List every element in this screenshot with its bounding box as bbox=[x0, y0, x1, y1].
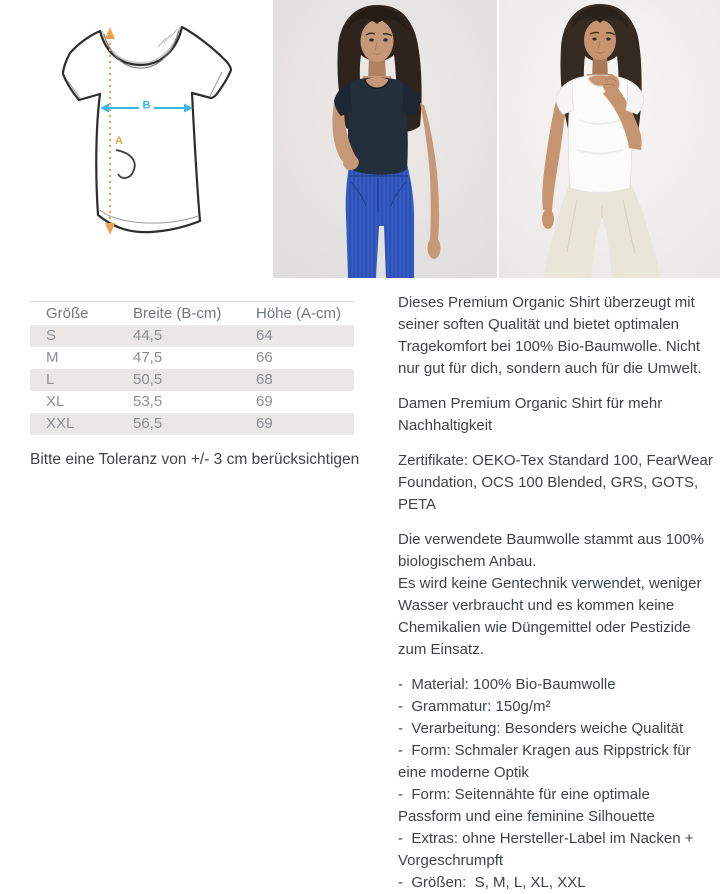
model2-face bbox=[584, 20, 616, 60]
cell-breite: 47,5 bbox=[133, 349, 163, 366]
label-A: A bbox=[115, 135, 123, 147]
model-photo-white-shirt bbox=[499, 0, 720, 278]
product-description bbox=[398, 292, 716, 894]
feature-item: - Form: Seitennähte für eine optimale Passform und eine feminine Silhouette bbox=[398, 786, 655, 825]
arrow-up-icon bbox=[105, 27, 115, 39]
description-line: Die verwendete Baumwolle stammt aus 100% biologischem Anbau. bbox=[398, 531, 704, 570]
feature-item: - Verarbeitung: Besonders weiche Qualität bbox=[398, 720, 684, 737]
description-paragraph-cotton bbox=[398, 529, 716, 661]
cell-breite: 50,5 bbox=[133, 371, 163, 388]
feature-item: - Form: Schmaler Kragen aus Rippstrick für eine moderne Optik bbox=[398, 742, 695, 781]
table-row bbox=[30, 391, 354, 413]
model1-face bbox=[361, 20, 394, 62]
table-row bbox=[30, 325, 354, 347]
cell-breite: 44,5 bbox=[133, 327, 163, 344]
column-header-size: Größe bbox=[30, 302, 117, 326]
description-paragraph: Dieses Premium Organic Shirt überzeugt mit seiner soften Qualität und bietet optimalen Tragekomfort bei 100% Bio-Baumwolle. Nicht nur gut für dich, sondern auch für die Umwelt. bbox=[398, 294, 702, 377]
size-table-header-row bbox=[30, 302, 354, 326]
model2-raised-fist bbox=[603, 75, 620, 93]
cell-breite: 53,5 bbox=[133, 393, 163, 410]
size-table bbox=[30, 301, 354, 435]
feature-item: - Material: 100% Bio-Baumwolle bbox=[398, 676, 616, 693]
cell-size: XL bbox=[46, 393, 65, 410]
model-photo-navy-shirt bbox=[273, 0, 497, 278]
table-row bbox=[30, 413, 354, 435]
feature-item: - Größen: S, M, L, XL, XXL bbox=[398, 874, 586, 891]
description-paragraph-certificates: Zertifikate: OEKO-Tex Standard 100, FearWear Foundation, OCS 100 Blended, GRS, GOTS, PETA bbox=[398, 452, 713, 513]
description-paragraph: Damen Premium Organic Shirt für mehr Nachhaltigkeit bbox=[398, 395, 663, 434]
arrow-down-icon bbox=[105, 223, 115, 235]
column-header-height: Höhe (A-cm) bbox=[240, 302, 354, 326]
table-row bbox=[30, 347, 354, 369]
feature-item: - Grammatur: 150g/m² bbox=[398, 698, 551, 715]
description-line: Es wird keine Gentechnik verwendet, weniger Wasser verbraucht und es kommen keine Chemikalien wie Düngemittel oder Pestizide zum Einsatz. bbox=[398, 575, 702, 658]
cell-size: S bbox=[46, 327, 57, 344]
feature-item: - Extras: ohne Hersteller-Label im Nacken + Vorgeschrumpft bbox=[398, 830, 698, 869]
cell-size: M bbox=[46, 349, 59, 366]
feature-list bbox=[398, 674, 716, 894]
tolerance-note: Bitte eine Toleranz von +/- 3 cm berücksichtigen bbox=[30, 451, 360, 468]
table-row bbox=[30, 369, 354, 391]
model2-left-hand bbox=[542, 209, 554, 229]
tshirt-outline bbox=[63, 27, 231, 232]
cell-size: L bbox=[46, 371, 55, 388]
model2-white-tee bbox=[568, 76, 631, 193]
cell-hoehe: 68 bbox=[256, 371, 273, 388]
cell-hoehe: 66 bbox=[256, 349, 273, 366]
cell-hoehe: 64 bbox=[256, 327, 273, 344]
model1-right-hand bbox=[428, 237, 441, 259]
tshirt-measurement-diagram bbox=[20, 10, 240, 245]
label-B: B bbox=[142, 99, 151, 112]
column-header-width: Breite (B-cm) bbox=[117, 302, 240, 326]
cell-hoehe: 69 bbox=[256, 415, 273, 432]
cell-hoehe: 69 bbox=[256, 393, 273, 410]
cell-size: XXL bbox=[46, 415, 75, 432]
cell-breite: 56,5 bbox=[133, 415, 163, 432]
